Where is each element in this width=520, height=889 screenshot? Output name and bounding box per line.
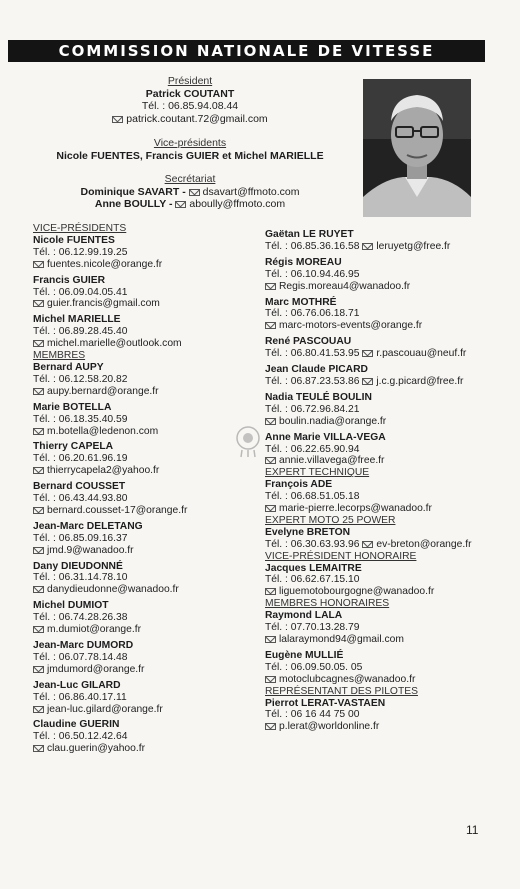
contact-line: [265, 241, 472, 253]
president-email[interactable]: patrick.coutant.72@gmail.com: [126, 112, 268, 125]
stamp-mark: [233, 424, 263, 458]
page-banner: COMMISSION NATIONALE DE VITESSE: [8, 40, 485, 62]
section-heading: REPRÉSENTANT DES PILOTES: [265, 685, 418, 697]
mail-icon: [265, 418, 276, 425]
member-tel: Tél. : 07.70.13.28.79: [265, 622, 360, 634]
secretariat-email-1[interactable]: dsavart@ffmoto.com: [202, 185, 300, 198]
mail-icon: [265, 322, 276, 329]
email-line: [265, 674, 472, 686]
section-heading: MEMBRES HONORAIRES: [265, 598, 390, 610]
mail-icon: [33, 666, 44, 673]
member-name: Dany DIEUDONNÉ: [33, 560, 123, 572]
member-tel: Tél. : 06.20.61.96.19: [33, 453, 128, 465]
email-line: [265, 320, 472, 332]
member-email[interactable]: jean-luc.gilard@orange.fr: [47, 703, 163, 715]
email-line: [265, 455, 472, 467]
member-tel: Tél. : 06.12.99.19.25: [33, 246, 128, 258]
member-email[interactable]: marie-pierre.lecorps@wanadoo.fr: [279, 503, 432, 515]
president-photo: [363, 79, 471, 217]
member-name: Bernard AUPY: [33, 361, 104, 373]
left-column: [33, 223, 187, 755]
mail-icon: [33, 706, 44, 713]
mail-icon: [189, 189, 200, 196]
member-name: Marc MOTHRÉ: [265, 296, 337, 308]
member-name: Régis MOREAU: [265, 256, 342, 268]
member-tel: Tél. : 06.09.04.05.41: [33, 286, 128, 298]
member-email[interactable]: jmdumord@orange.fr: [47, 663, 145, 675]
member-name: Bernard COUSSET: [33, 481, 126, 493]
member-email[interactable]: thierrycapela2@yahoo.fr: [47, 465, 160, 477]
member-name: Nadia TEULÉ BOULIN: [265, 391, 372, 403]
mail-icon: [175, 201, 186, 208]
member-name: Anne Marie VILLA-VEGA: [265, 431, 386, 443]
email-line: [33, 259, 187, 271]
email-line: [33, 743, 187, 755]
email-line: [33, 624, 187, 636]
member-email[interactable]: p.lerat@worldonline.fr: [279, 721, 380, 733]
mail-icon: [112, 116, 123, 123]
member-tel: Tél. : 06.31.14.78.10: [33, 572, 128, 584]
member-email[interactable]: danydieudonne@wanadoo.fr: [47, 584, 179, 596]
mail-icon: [362, 243, 373, 250]
section-heading: EXPERT MOTO 25 POWER: [265, 514, 396, 526]
mail-icon: [362, 350, 373, 357]
president-name: Patrick COUTANT: [145, 87, 235, 100]
email-line: [33, 584, 187, 596]
member-email[interactable]: boulin.nadia@orange.fr: [279, 415, 387, 427]
member-email[interactable]: bernard.cousset-17@orange.fr: [47, 504, 188, 516]
member-name: René PASCOUAU: [265, 336, 352, 348]
section-heading: MEMBRES: [33, 350, 86, 362]
section-heading: VICE-PRÉSIDENTS: [33, 223, 127, 234]
member-tel: Tél. : 06.80.41.53.95: [265, 348, 360, 360]
member-tel: Tél. : 06.72.96.84.21: [265, 403, 360, 415]
member-email[interactable]: jmd.9@wanadoo.fr: [47, 544, 134, 556]
contact-line: [265, 376, 472, 388]
email-line: [265, 281, 472, 293]
member-email[interactable]: leruyetg@free.fr: [376, 240, 451, 252]
member-email[interactable]: Regis.moreau4@wanadoo.fr: [279, 280, 411, 292]
mail-icon: [33, 428, 44, 435]
member-email[interactable]: r.pascouau@neuf.fr: [376, 348, 467, 360]
mail-icon: [265, 723, 276, 730]
mail-icon: [33, 261, 44, 268]
member-tel: Tél. : 06.89.28.45.40: [33, 326, 128, 338]
mail-icon: [33, 507, 44, 514]
member-tel: Tél. : 06.87.23.53.86: [265, 375, 360, 387]
member-name: Marie BOTELLA: [33, 401, 112, 413]
email-line: [33, 386, 187, 398]
member-email[interactable]: liguemotobourgogne@wanadoo.fr: [279, 586, 435, 598]
email-line: [265, 586, 472, 598]
secretariat-name-1: Dominique SAVART -: [80, 185, 186, 198]
member-email[interactable]: annie.villavega@free.fr: [279, 455, 385, 467]
member-tel: Tél. : 06.62.67.15.10: [265, 574, 360, 586]
member-tel: Tél. : 06.85.09.16.37: [33, 532, 128, 544]
section-heading: EXPERT TECHNIQUE: [265, 467, 370, 479]
contact-line: [265, 348, 472, 360]
member-tel: Tél. : 06 16 44 75 00: [265, 709, 360, 721]
mail-icon: [33, 300, 44, 307]
member-tel: Tél. : 06.43.44.93.80: [33, 493, 128, 505]
member-name: Jean-Marc DELETANG: [33, 520, 143, 532]
member-email[interactable]: guier.francis@gmail.com: [47, 298, 160, 310]
secretariat-line-2: [40, 198, 340, 211]
secretariat-role: Secrétariat: [164, 173, 216, 185]
email-line: [265, 721, 472, 733]
member-name: Michel DUMIOT: [33, 600, 109, 612]
member-tel: Tél. : 06.22.65.90.94: [265, 443, 360, 455]
president-tel: Tél. : 06.85.94.08.44: [141, 100, 239, 112]
vice-presidents-names: Nicole FUENTES, Francis GUIER et Michel MARIELLE: [56, 149, 324, 162]
mail-icon: [33, 340, 44, 347]
member-tel: Tél. : 06.74.28.26.38: [33, 612, 128, 624]
member-tel: Tél. : 06.30.63.93.96: [265, 538, 360, 550]
member-tel: Tél. : 06.09.50.05. 05: [265, 661, 363, 673]
mail-icon: [33, 388, 44, 395]
member-name: Evelyne BRETON: [265, 526, 351, 538]
email-line: [33, 298, 187, 310]
mail-icon: [33, 626, 44, 633]
email-line: [33, 704, 187, 716]
member-email[interactable]: michel.marielle@outlook.com: [47, 338, 182, 350]
mail-icon: [265, 505, 276, 512]
president-block: [40, 75, 340, 125]
member-name: Nicole FUENTES: [33, 234, 115, 246]
member-name: Pierrot LERAT-VASTAEN: [265, 697, 386, 709]
member-tel: Tél. : 06.85.36.16.58: [265, 240, 360, 252]
member-email[interactable]: motoclubcagnes@wanadoo.fr: [279, 673, 416, 685]
member-name: François ADE: [265, 479, 333, 491]
member-email[interactable]: aupy.bernard@orange.fr: [47, 385, 159, 397]
mail-icon: [33, 467, 44, 474]
email-line: [265, 416, 472, 428]
member-name: Francis GUIER: [33, 274, 106, 286]
member-name: Jean-Luc GILARD: [33, 679, 121, 691]
mail-icon: [265, 636, 276, 643]
contact-line: [265, 539, 472, 551]
member-name: Raymond LALA: [265, 610, 343, 622]
mail-icon: [265, 676, 276, 683]
email-line: [33, 465, 187, 477]
member-tel: Tél. : 06.86.40.17.11: [33, 691, 127, 703]
email-line: [33, 545, 187, 557]
member-tel: Tél. : 06.76.06.18.71: [265, 308, 360, 320]
mail-icon: [265, 283, 276, 290]
mail-icon: [362, 541, 373, 548]
section-heading: VICE-PRÉSIDENT HONORAIRE: [265, 550, 417, 562]
email-line: [265, 503, 472, 515]
vice-presidents-role: Vice-présidents: [153, 137, 227, 149]
member-name: Jean Claude PICARD: [265, 364, 368, 376]
member-email[interactable]: marc-motors-events@orange.fr: [279, 320, 423, 332]
secretariat-email-2[interactable]: aboully@ffmoto.com: [189, 198, 286, 210]
email-line: [33, 338, 187, 350]
member-email[interactable]: lalaraymond94@gmail.com: [279, 634, 404, 645]
member-email[interactable]: j.c.g.picard@free.fr: [376, 375, 464, 387]
email-line: [33, 664, 187, 676]
secretariat-name-2: Anne BOULLY -: [94, 198, 173, 210]
mail-icon: [362, 378, 373, 385]
secretariat-line-1: [40, 186, 340, 199]
mail-icon: [265, 457, 276, 464]
mail-icon: [33, 586, 44, 593]
member-name: Claudine GUERIN: [33, 719, 120, 731]
member-name: Jean-Marc DUMORD: [33, 640, 134, 651]
member-name: Eugène MULLIÉ: [265, 649, 344, 661]
member-tel: Tél. : 06.18.35.40.59: [33, 413, 128, 425]
member-email[interactable]: m.dumiot@orange.fr: [47, 624, 142, 636]
member-tel: Tél. : 06.50.12.42.64: [33, 731, 128, 743]
mail-icon: [33, 547, 44, 554]
member-email[interactable]: fuentes.nicole@orange.fr: [47, 258, 163, 270]
member-tel: Tél. : 06.12.58.20.82: [33, 373, 128, 385]
member-tel: Tél. : 06.10.94.46.95: [265, 268, 360, 280]
secretariat-block: [40, 173, 340, 211]
vice-presidents-summary: [40, 137, 340, 162]
member-name: Gaëtan LE RUYET: [265, 229, 354, 240]
page-number: 11: [466, 823, 479, 837]
email-line: [33, 505, 187, 517]
member-tel: Tél. : 06.07.78.14.48: [33, 651, 128, 663]
member-email[interactable]: m.botella@ledenon.com: [47, 425, 159, 437]
right-column: [265, 225, 472, 733]
member-email[interactable]: ev-breton@orange.fr: [376, 538, 472, 550]
mail-icon: [265, 588, 276, 595]
president-role: Président: [167, 75, 213, 87]
member-name: Jacques LEMAITRE: [265, 562, 362, 574]
member-email[interactable]: clau.guerin@yahoo.fr: [47, 743, 146, 755]
member-name: Thierry CAPELA: [33, 441, 114, 453]
president-email-line: [40, 113, 340, 126]
email-line: [265, 634, 472, 646]
email-line: [33, 426, 187, 438]
mail-icon: [33, 745, 44, 752]
member-name: Michel MARIELLE: [33, 314, 121, 326]
member-tel: Tél. : 06.68.51.05.18: [265, 491, 360, 503]
